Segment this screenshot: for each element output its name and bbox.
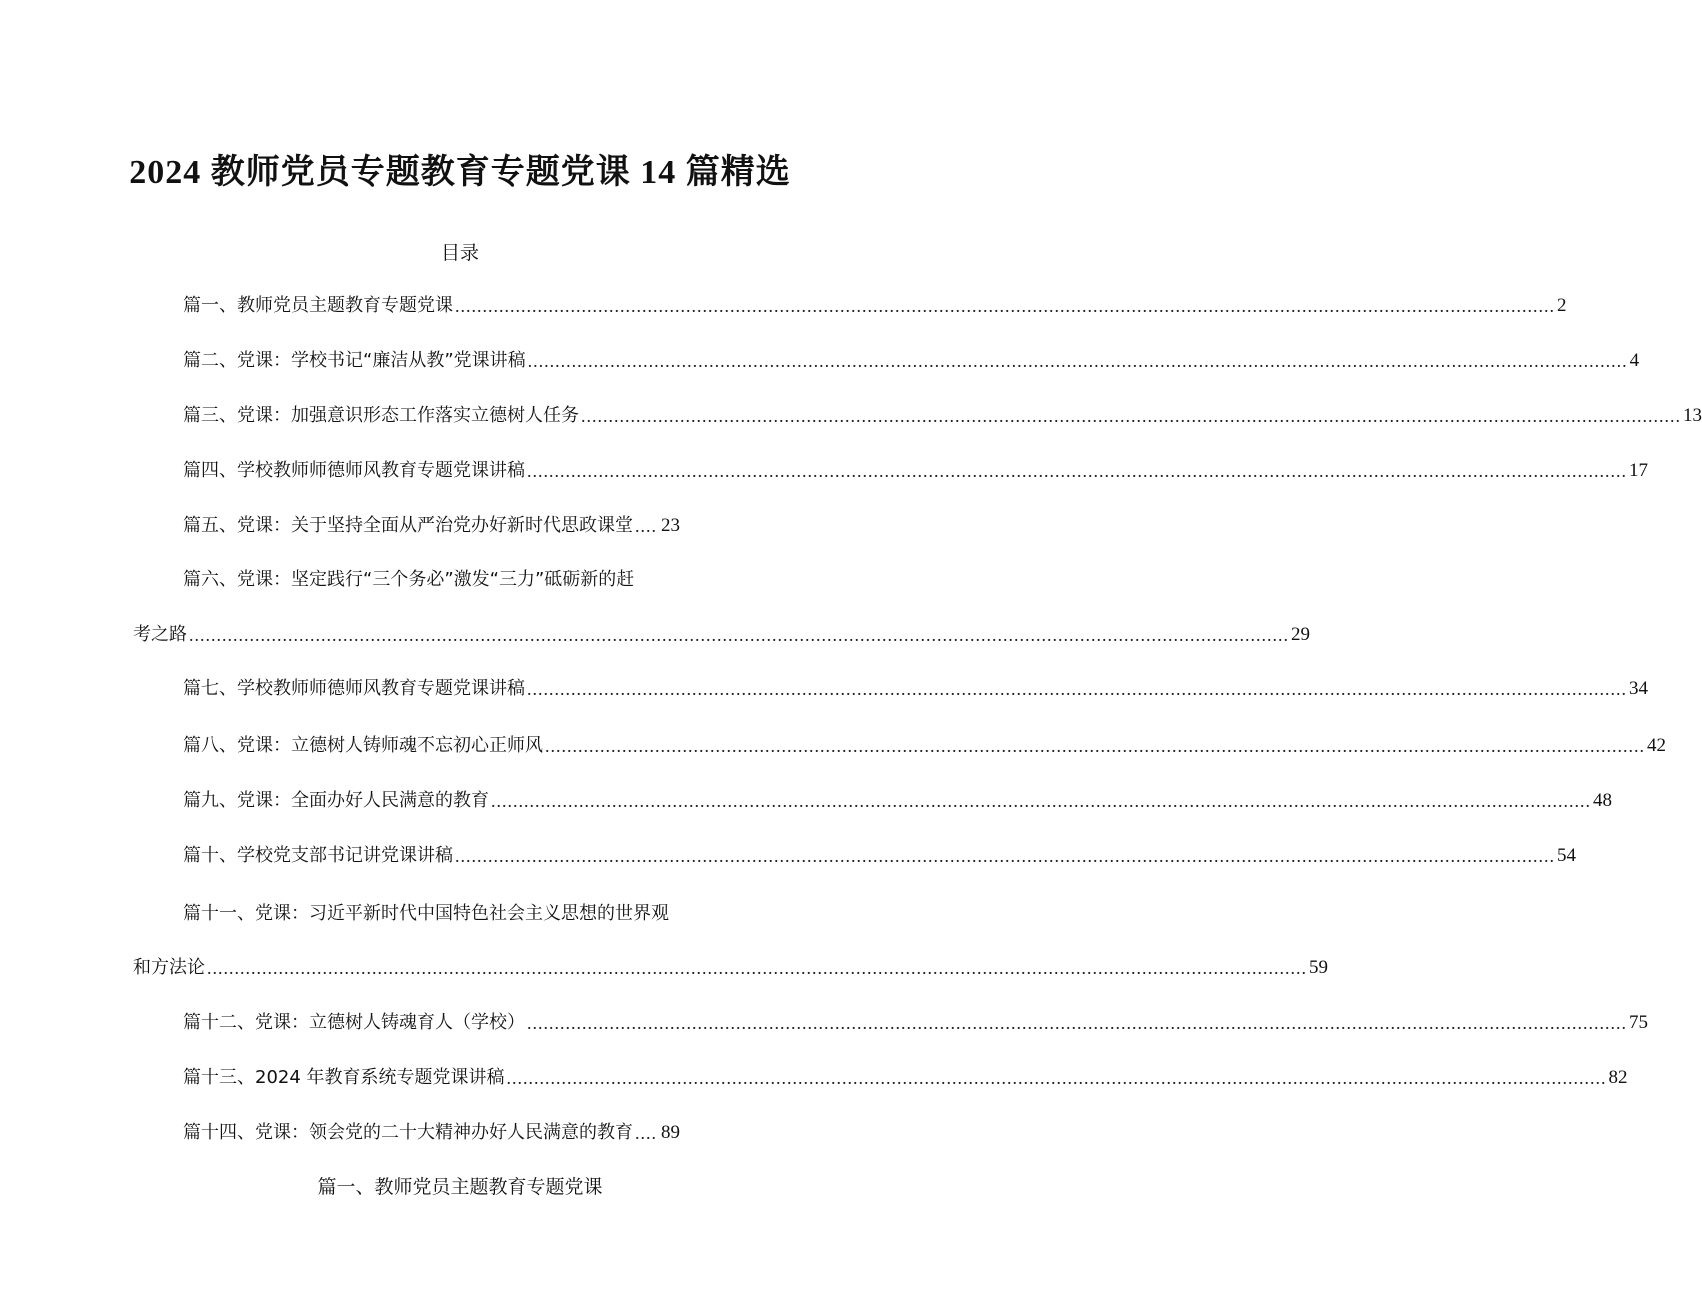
toc-page-number: 4 bbox=[1629, 350, 1640, 371]
toc-entry-11-first-line[interactable]: 篇十一、党课：习近平新时代中国特色社会主义思想的世界观 bbox=[183, 903, 669, 924]
dot-leader: ........................................................................................................................................................................................................ bbox=[506, 1068, 1607, 1088]
dot-leader: ........................................................................................................................................................................................................ bbox=[527, 461, 1627, 481]
toc-entry-14[interactable] bbox=[183, 1121, 680, 1145]
toc-heading: 目录 bbox=[440, 242, 479, 264]
toc-page-number: 82 bbox=[1608, 1067, 1628, 1088]
dot-leader: ........................................................................................................................................................................................................ bbox=[189, 625, 1289, 645]
toc-entry-label: 篇十、学校党支部书记讲党课讲稿 bbox=[183, 845, 453, 866]
toc-entry-label: 篇九、党课：全面办好人民满意的教育 bbox=[183, 790, 489, 811]
dot-leader: ........................................................................................................................................................................................................ bbox=[455, 296, 1555, 316]
toc-entry-label: 篇七、学校教师师德师风教育专题党课讲稿 bbox=[183, 678, 525, 699]
toc-entry-label: 篇五、党课：关于坚持全面从严治党办好新时代思政课堂 bbox=[183, 515, 633, 536]
toc-page-number: 17 bbox=[1629, 460, 1648, 481]
toc-entry-7[interactable] bbox=[183, 677, 1648, 701]
toc-entry-11[interactable] bbox=[133, 956, 1328, 980]
toc-entry-2[interactable] bbox=[183, 349, 1640, 373]
toc-page-number: 29 bbox=[1291, 624, 1310, 645]
toc-entry-label: 篇一、教师党员主题教育专题党课 bbox=[183, 295, 453, 316]
toc-page-number: 59 bbox=[1309, 957, 1328, 978]
toc-entry-5[interactable] bbox=[183, 514, 680, 538]
toc-entry-label-continued: 考之路 bbox=[133, 624, 187, 645]
toc-entry-label: 篇三、党课：加强意识形态工作落实立德树人任务 bbox=[183, 405, 579, 426]
toc-entry-13[interactable] bbox=[183, 1066, 1628, 1090]
dot-leader: ........................................................................................................................................................................................................ bbox=[527, 351, 1628, 371]
dot-leader: ........................................................................................................................................................................................................ bbox=[491, 791, 1591, 811]
dot-leader: ........................................................................................................................................................................................................ bbox=[527, 1013, 1627, 1033]
dot-leader: ........................................................................................................................................................................................................ bbox=[527, 679, 1627, 699]
toc-entry-label: 篇十三、2024 年教育系统专题党课讲稿 bbox=[183, 1067, 505, 1088]
toc-entry-6[interactable] bbox=[133, 623, 1310, 647]
toc-page-number: 34 bbox=[1629, 678, 1648, 699]
toc-entry-label: 篇十二、党课：立德树人铸魂育人（学校） bbox=[183, 1012, 525, 1033]
toc-page-number: 75 bbox=[1629, 1012, 1648, 1033]
toc-page-number: 42 bbox=[1647, 735, 1666, 756]
dot-leader: .... bbox=[635, 1123, 657, 1143]
toc-entry-9[interactable] bbox=[183, 789, 1612, 813]
dot-leader: ........................................................................................................................................................................................................ bbox=[207, 958, 1307, 978]
toc-page-number: 13 bbox=[1683, 405, 1702, 426]
toc-entry-1[interactable] bbox=[183, 294, 1567, 318]
toc-page-number: 89 bbox=[661, 1122, 680, 1143]
toc-page-number: 2 bbox=[1557, 295, 1567, 316]
toc-entry-label: 篇四、学校教师师德师风教育专题党课讲稿 bbox=[183, 460, 525, 481]
toc-entry-label: 篇十四、党课：领会党的二十大精神办好人民满意的教育 bbox=[183, 1122, 633, 1143]
toc-entry-12[interactable] bbox=[183, 1011, 1648, 1035]
dot-leader: ........................................................................................................................................................................................................ bbox=[545, 736, 1645, 756]
toc-entry-10[interactable] bbox=[183, 844, 1576, 868]
toc-entry-4[interactable] bbox=[183, 459, 1648, 483]
toc-entry-8[interactable] bbox=[183, 734, 1666, 758]
dot-leader: .... bbox=[635, 516, 657, 536]
toc-entry-label: 篇二、党课：学校书记“廉洁从教”党课讲稿 bbox=[183, 350, 526, 371]
document-title: 2024 教师党员专题教育专题党课 14 篇精选 bbox=[129, 154, 791, 191]
toc-page-number: 48 bbox=[1593, 790, 1612, 811]
dot-leader: ........................................................................................................................................................................................................ bbox=[455, 846, 1555, 866]
toc-entry-6-first-line[interactable]: 篇六、党课：坚定践行“三个务必”激发“三力”砥砺新的赶 bbox=[183, 569, 635, 590]
toc-page-number: 23 bbox=[661, 515, 680, 536]
toc-entry-3[interactable] bbox=[183, 404, 1702, 428]
toc-entry-label-continued: 和方法论 bbox=[133, 957, 205, 978]
toc-page-number: 54 bbox=[1557, 845, 1576, 866]
dot-leader: ........................................................................................................................................................................................................ bbox=[581, 406, 1681, 426]
section-heading: 篇一、教师党员主题教育专题党课 bbox=[317, 1176, 603, 1198]
toc-entry-label: 篇八、党课：立德树人铸师魂不忘初心正师风 bbox=[183, 735, 543, 756]
